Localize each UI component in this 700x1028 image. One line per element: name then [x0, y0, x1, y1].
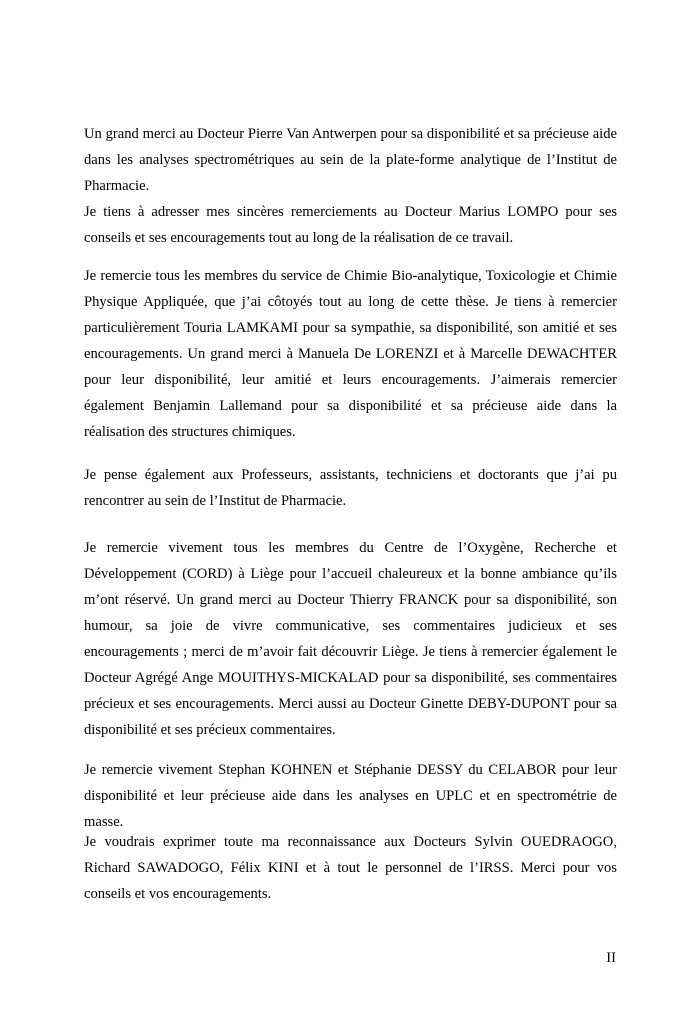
paragraph-lompo: Je tiens à adresser mes sincères remerciements au Docteur Marius LOMPO pour ses conseils et ses encouragements tout au long de la réalisation de ce travail.	[84, 204, 617, 246]
page-number: II	[606, 950, 616, 966]
paragraph-celabor	[84, 757, 617, 835]
paragraph-professeurs	[84, 462, 617, 514]
paragraph-text: Je voudrais exprimer toute ma reconnaissance aux Docteurs Sylvin OUEDRAOGO, Richard SAWADOGO, Félix KINI et à tout le personnel de l’IRSS. Merci pour vos conseils et vos encouragements.	[84, 834, 617, 902]
paragraph-cord-liege	[84, 535, 617, 743]
paragraph-text: Je remercie tous les membres du service de Chimie Bio-analytique, Toxicologie et Chimie Physique Appliquée, que j’ai côtoyés tout au long de cette thèse. Je tiens à remercier particulièrement Touria LAMKAMI pour sa sympathie, sa disponibilité, son amitié et ses encouragements. Un grand merci à Manuela De LORENZI et à Marcelle DEWACHTER pour leur disponibilité, leur amitié et leurs encouragements. J’aimerais remercier également Benjamin Lallemand pour sa disponibilité et sa précieuse aide dans la réalisation des structures chimiques.	[84, 268, 617, 440]
paragraph-van-antwerpen	[84, 121, 617, 251]
paragraph-text: Je pense également aux Professeurs, assistants, techniciens et doctorants que j’ai pu rencontrer au sein de l’Institut de Pharmacie.	[84, 467, 617, 509]
paragraph-irss	[84, 829, 617, 907]
paragraph-text: Un grand merci au Docteur Pierre Van Antwerpen pour sa disponibilité et sa précieuse aide dans les analyses spectrométriques au sein de la plate-forme analytique de l’Institut de Pharmacie.	[84, 126, 617, 194]
paragraph-text: Je remercie vivement Stephan KOHNEN et Stéphanie DESSY du CELABOR pour leur disponibilité et leur précieuse aide dans les analyses en UPLC et en spectrométrie de masse.	[84, 762, 617, 830]
paragraph-chimie-bioanalytique	[84, 263, 617, 445]
paragraph-text: Je remercie vivement tous les membres du Centre de l’Oxygène, Recherche et Développement (CORD) à Liège pour l’accueil chaleureux et la bonne ambiance qu’ils m’ont réservé. Un grand merci au Docteur Thierry FRANCK pour sa disponibilité, son humour, sa joie de vivre communicative, ses commentaires judicieux et ses encouragements ; merci de m’avoir fait découvrir Liège. Je tiens à remercier également le Docteur Agrégé Ange MOUITHYS-MICKALAD pour sa disponibilité, ses commentaires précieux et ses encouragements. Merci aussi au Docteur Ginette DEBY-DUPONT pour sa disponibilité et ses précieux commentaires.	[84, 540, 617, 738]
